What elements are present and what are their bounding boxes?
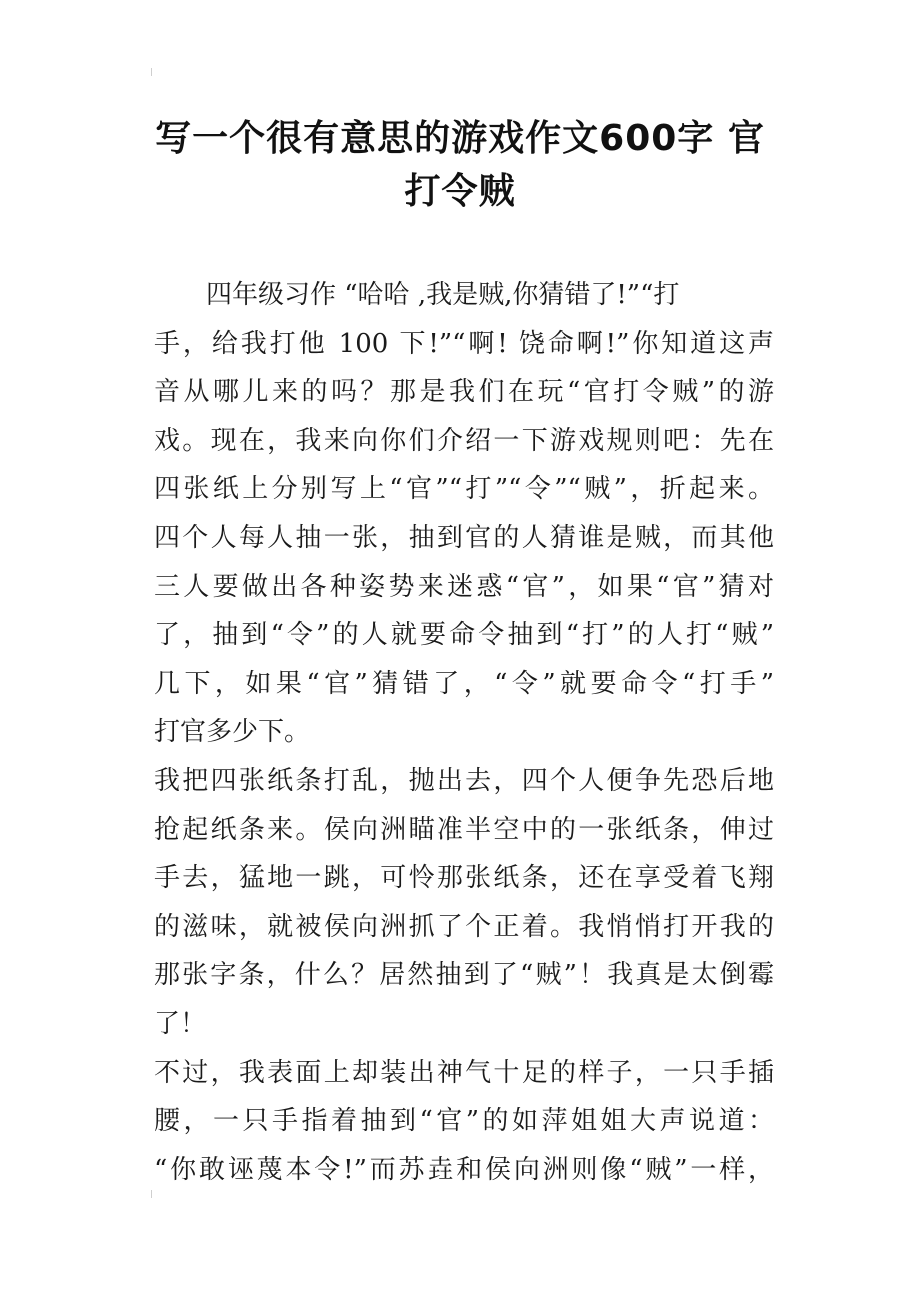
essay-line: 腰，一只手指着抽到“官”的如萍姐姐大声说道：: [154, 1106, 774, 1137]
essay-line: 三人要做出各种姿势来迷惑“官”，如果“官”猜对: [154, 571, 774, 602]
essay-title-line-2: 打令贼: [404, 171, 516, 212]
essay-line: “你敢诬蔑本令!”而苏垚和侯向洲则像“贼”一样，: [154, 1154, 774, 1185]
essay-line: 戏。现在，我来向你们介绍一下游戏规则吧：先在: [154, 425, 774, 456]
essay-line: 四个人每人抽一张，抽到官的人猜谁是贼，而其他: [154, 522, 774, 553]
essay-line: 抢起纸条来。侯向洲瞄准半空中的一张纸条，伸过: [154, 814, 774, 845]
page-corner-mark: [151, 68, 155, 76]
essay-line: 了，抽到“令”的人就要命令抽到“打”的人打“贼”: [154, 620, 774, 651]
essay-title-line-1: 写一个很有意思的游戏作文600字 官: [155, 118, 765, 159]
essay-line: 手去，猛地一跳，可怜那张纸条，还在享受着飞翔: [154, 863, 774, 894]
essay-line: 的滋味，就被侯向洲抓了个正着。我悄悄打开我的: [154, 911, 774, 942]
essay-title: [120, 112, 800, 218]
essay-body: [154, 271, 774, 1194]
essay-line: 那张字条，什么？居然抽到了“贼”！我真是太倒霉: [154, 960, 774, 991]
essay-line: 四张纸上分别写上“官”“打”“令”“贼”，折起来。: [154, 474, 774, 505]
essay-line: 音从哪儿来的吗？那是我们在玩“官打令贼”的游: [154, 377, 774, 408]
essay-line: 了！: [154, 1008, 207, 1039]
essay-line: 不过，我表面上却装出神气十足的样子，一只手插: [154, 1057, 774, 1088]
essay-line: 打官多少下。: [154, 717, 311, 748]
page-corner-mark: [151, 1190, 155, 1198]
essay-line: 我把四张纸条打乱，抛出去，四个人便争先恐后地: [154, 765, 774, 796]
essay-line: 几下，如果“官”猜错了，“令”就要命令“打手”: [154, 668, 774, 699]
essay-line: 手，给我打他 100 下!”“啊! 饶命啊!”你知道这声: [154, 328, 774, 359]
essay-line: 四年级习作 “哈哈 ,我是贼,你猜错了!”“打: [206, 280, 680, 310]
